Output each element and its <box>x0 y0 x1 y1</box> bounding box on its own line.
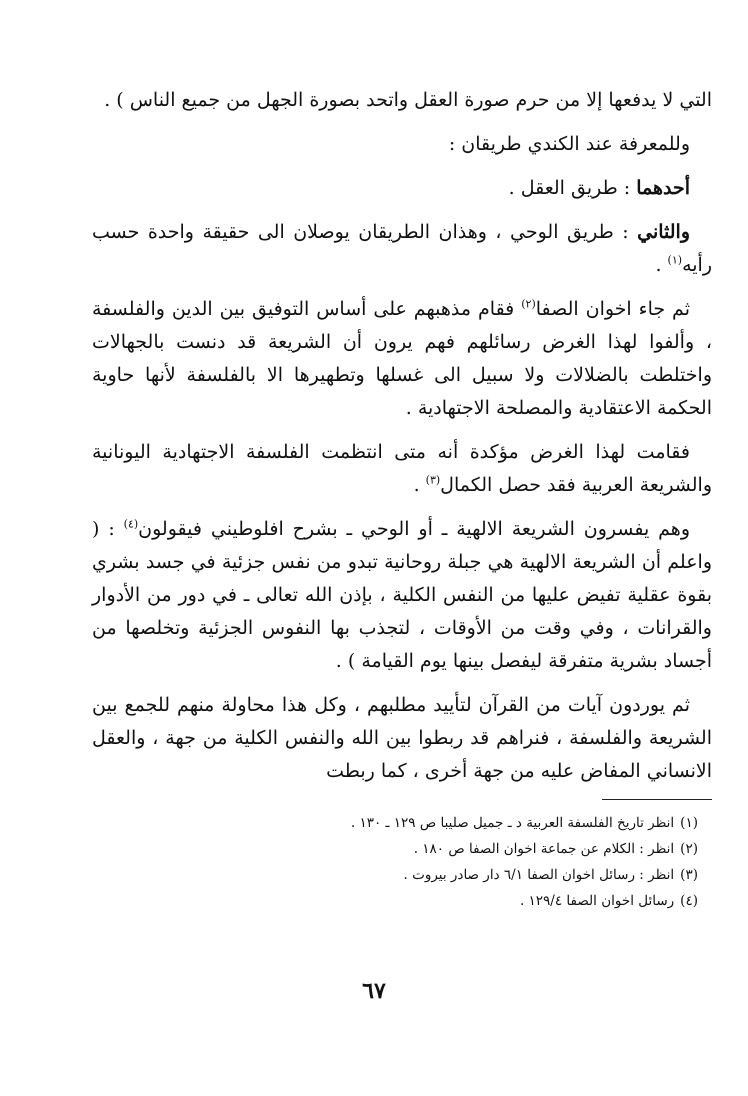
paragraph-4-label: والثاني <box>637 221 690 243</box>
footnote-ref-3[interactable]: (٣) <box>425 473 441 487</box>
paragraph-4-tail: . <box>655 254 668 276</box>
paragraph-5-text-after: فقام مذهبهم على أساس التوفيق بين الدين والفلسفة ، وألفوا لهذا الغرض رسائلهم فهم يرون أن الشريعة قد دنست بالجهالات واختلطت بالضلالات ولا سبيل الى غسلها وتطهيرها الا بالفلسفة لأنها حاوية الحكمة الاعتقادية والمصلحة الاجتهادية . <box>92 298 712 419</box>
footnote-1-text: انظر تاريخ الفلسفة العربية د ـ جميل صليبا ص ١٢٩ ـ ١٣٠ . <box>350 815 675 831</box>
footnote-2-number: (٢) <box>680 841 698 857</box>
footnote-4 <box>92 888 698 914</box>
paragraph-3-label: أحدهما <box>636 177 690 199</box>
paragraph-3 <box>92 172 712 205</box>
paragraph-7-text-after: : ( واعلم أن الشريعة الالهية هي جبلة روحانية تبدو من نفس جزئية في جسد بشري بقوة عقلية تفيض عليها من النفس الكلية ، بإذن الله تعالى ـ في دور من الأدوار والقرانات ، وفي وقت من الأوقات ، لتجذب بها النفوس الجزئية وتخلصها من أجساد بشرية متفرقة ليفصل بينها يوم القيامة ) . <box>92 518 712 672</box>
paragraph-6 <box>92 436 712 502</box>
paragraph-2-text: وللمعرفة عند الكندي طريقان : <box>448 133 690 155</box>
footnote-ref-1[interactable]: (١) <box>667 253 683 267</box>
footnote-2-text: انظر : الكلام عن جماعة اخوان الصفا ص ١٨٠ . <box>413 841 675 857</box>
paragraph-5-text-before: ثم جاء اخوان الصفا <box>535 298 690 320</box>
footnote-1-number: (١) <box>680 815 698 831</box>
paragraph-8 <box>92 689 712 788</box>
footnote-divider <box>602 799 712 800</box>
paragraph-8-text: ثم يوردون آيات من القرآن لتأييد مطلبهم ، وكل هذا محاولة منهم للجمع بين الشريعة والفلسفة ، فنراهم قد ربطوا بين الله والنفس الكلية من جهة ، والعقل الانساني المفاض عليه من جهة أخرى ، كما ربطت <box>92 694 712 782</box>
footnote-ref-2[interactable]: (٢) <box>521 297 536 311</box>
page-number: ٦٧ <box>362 978 386 1004</box>
footnote-3-number: (٣) <box>680 867 698 883</box>
paragraph-4-text: : طريق الوحي ، وهذان الطريقان يوصلان الى حقيقة واحدة حسب رأيه <box>92 221 712 276</box>
footnotes-list <box>92 810 712 914</box>
footnote-1 <box>92 810 698 836</box>
footnote-3-text: انظر : رسائل اخوان الصفا ٦/١ دار صادر بيروت . <box>403 867 675 883</box>
paragraph-1 <box>92 84 712 117</box>
paragraph-4 <box>92 216 712 282</box>
footnote-3 <box>92 862 698 888</box>
paragraph-7 <box>92 513 712 678</box>
footnote-2 <box>92 836 698 862</box>
paragraph-2 <box>92 128 712 161</box>
paragraph-7-text-before: وهم يفسرون الشريعة الالهية ـ أو الوحي ـ بشرح افلوطيني فيقولون <box>138 518 690 540</box>
paragraph-3-text: : طريق العقل . <box>508 177 637 199</box>
footnote-ref-4[interactable]: (٤) <box>123 517 139 531</box>
footnote-4-number: (٤) <box>680 893 698 909</box>
paragraph-1-text: التي لا يدفعها إلا من حرم صورة العقل واتحد بصورة الجهل من جميع الناس ) . <box>104 89 712 111</box>
footnote-4-text: رسائل اخوان الصفا ١٢٩/٤ . <box>519 893 675 909</box>
paragraph-5 <box>92 293 712 425</box>
page-body <box>92 84 712 914</box>
paragraph-6-text-after: . <box>413 474 426 496</box>
paragraph-6-text-before: فقامت لهذا الغرض مؤكدة أنه متى انتظمت الفلسفة الاجتهادية اليونانية والشريعة العربية فقد حصل الكمال <box>92 441 712 496</box>
